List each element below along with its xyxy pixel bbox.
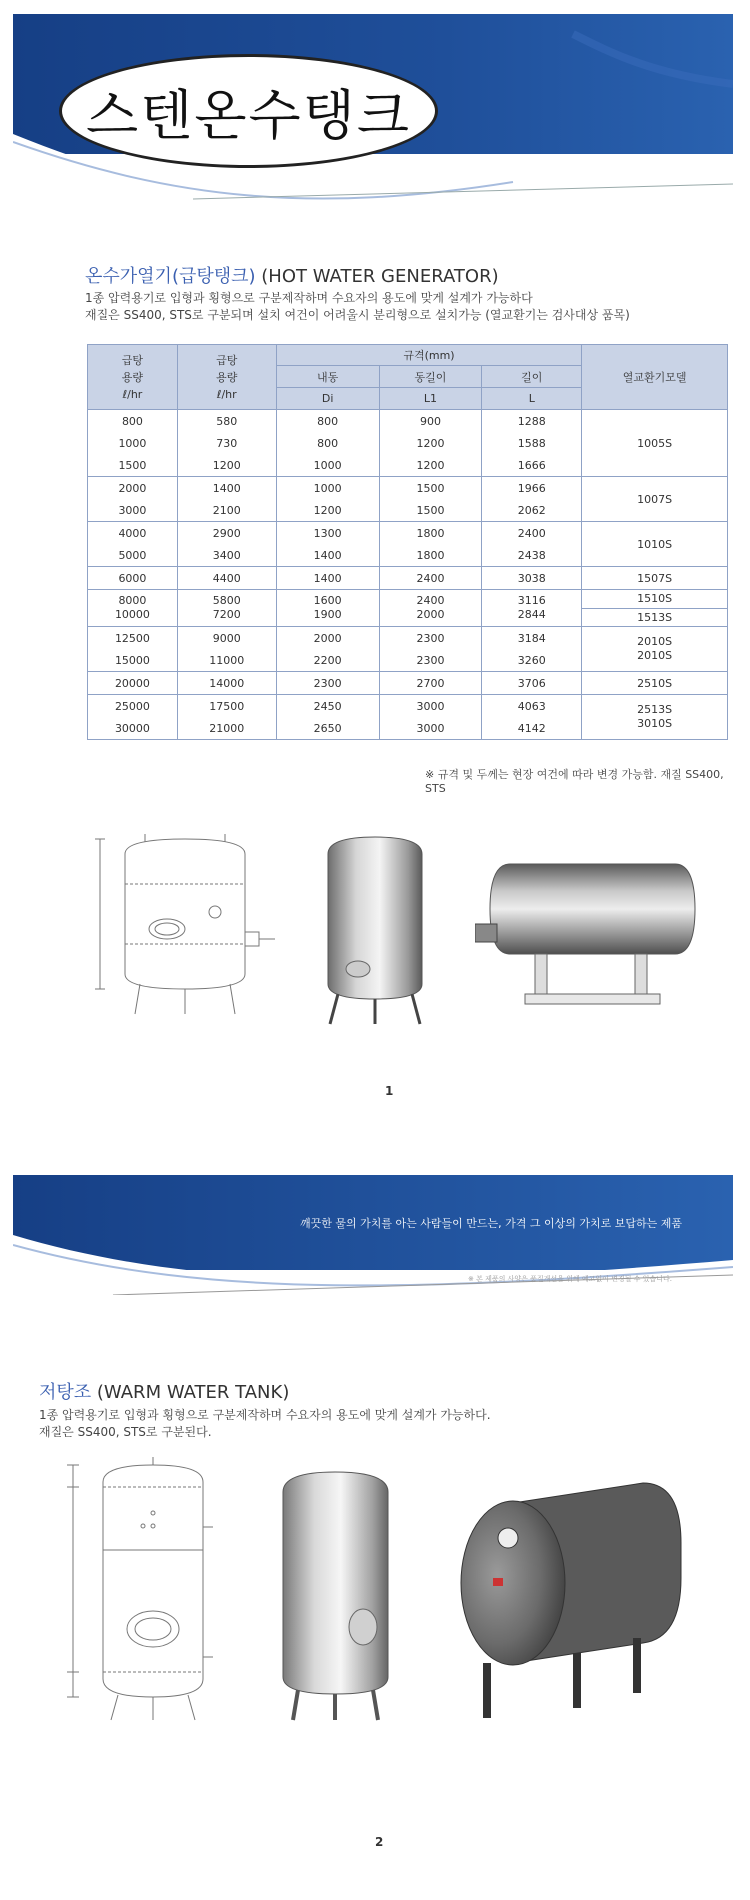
- col-inner-unit: Di: [276, 388, 379, 410]
- table-row: 8000 10000 5800 7200 1600 1900 2400 2000 3116 2844 1510S 1513S: [88, 590, 728, 627]
- table-row: 20000 14000 2300 2700 3706 2510S: [88, 672, 728, 695]
- desc-line-1: 1종 압력용기로 입형과 횡형으로 구분제작하며 수요자의 용도에 맞게 설계가 가능하다: [85, 291, 533, 305]
- model-cell: 1010S: [582, 522, 728, 567]
- main-title: 스텐온수탱크: [59, 54, 438, 168]
- table-row: 800 580 800 900 1288 1005S: [88, 410, 728, 433]
- col-supply-capacity-1: 급탕 용량 ℓ/hr: [88, 345, 178, 410]
- section-title-ko: 온수가열기(급탕탱크): [85, 266, 256, 287]
- tank-technical-drawing: [85, 834, 285, 1019]
- small-note: ※ 본 제품의 사양은 품질개선을 위해 예고없이 변경될 수 있습니다.: [468, 1275, 672, 1283]
- horizontal-tank-image: [475, 849, 700, 1019]
- col-body-length-unit: L1: [379, 388, 482, 410]
- section-title-en: (HOT WATER GENERATOR): [261, 266, 499, 287]
- vertical-tank-image: [308, 829, 443, 1029]
- table-row: 25000 17500 2450 3000 4063 2513S 3010S: [88, 695, 728, 718]
- tank-technical-drawing: [43, 1457, 243, 1722]
- page-number: 1: [385, 1084, 394, 1098]
- desc-line-2: 재질은 SS400, STS로 구분된다.: [39, 1425, 212, 1439]
- col-heat-exchanger-model: 열교환기모델: [582, 345, 728, 410]
- catalog-page-2: [13, 1175, 733, 1865]
- section-title-en: (WARM WATER TANK): [96, 1382, 290, 1403]
- section-title-ko: 저탕조: [39, 1382, 92, 1403]
- vertical-tank-image: [263, 1462, 408, 1724]
- model-cell: 2010S 2010S: [582, 627, 728, 672]
- model-cell: 2513S 3010S: [582, 695, 728, 740]
- table-row: 6000 4400 1400 2400 3038 1507S: [88, 567, 728, 590]
- page-number: 2: [375, 1835, 384, 1849]
- col-length-label: 길이: [482, 366, 582, 388]
- model-cell: 2510S: [582, 672, 728, 695]
- spec-table: [87, 344, 728, 740]
- model-cell: 1507S: [582, 567, 728, 590]
- desc-line-1: 1종 압력용기로 입형과 횡형으로 구분제작하며 수요자의 용도에 맞게 설계가 가능하다.: [39, 1408, 491, 1422]
- section-title: [85, 262, 499, 288]
- col-supply-capacity-2: 급탕 용량 ℓ/hr: [177, 345, 276, 410]
- model-cell: 1510S 1513S: [582, 590, 728, 627]
- table-row: 3000 2100 1200 1500 2062: [88, 499, 728, 522]
- slogan: 깨끗한 물의 가치를 아는 사람들이 만드는, 가격 그 이상의 가치로 보답하는 제품: [300, 1217, 682, 1230]
- spec-note: ※ 규격 및 두께는 현장 여건에 따라 변경 가능함. 재질 SS400, STS: [425, 768, 724, 795]
- col-length-unit: L: [482, 388, 582, 410]
- desc-line-2: 재질은 SS400, STS로 구분되며 설치 여건이 어려울시 분리형으로 설치가능 (열교환기는 검사대상 품목): [85, 308, 630, 322]
- table-row: 2000 1400 1000 1500 1966 1007S: [88, 477, 728, 500]
- table-row: 4000 2900 1300 1800 2400 1010S: [88, 522, 728, 545]
- table-row: 5000 3400 1400 1800 2438: [88, 544, 728, 567]
- col-body-length-label: 동길이: [379, 366, 482, 388]
- table-row: 12500 9000 2000 2300 3184 2010S 2010S: [88, 627, 728, 650]
- table-row: 1500 1200 1000 1200 1666: [88, 454, 728, 477]
- horizontal-tank-image: [453, 1468, 683, 1723]
- table-row: 15000 11000 2200 2300 3260: [88, 649, 728, 672]
- table-row: 30000 21000 2650 3000 4142: [88, 717, 728, 740]
- section-description: [39, 1407, 491, 1441]
- catalog-page-1: [13, 14, 733, 1108]
- col-inner-label: 내동: [276, 366, 379, 388]
- section-title: [39, 1378, 289, 1404]
- model-cell: 1005S: [582, 410, 728, 477]
- col-spec-group: 규격(mm): [276, 345, 581, 366]
- table-row: 1000 730 800 1200 1588: [88, 432, 728, 454]
- section-description: [85, 290, 630, 324]
- model-cell: 1007S: [582, 477, 728, 522]
